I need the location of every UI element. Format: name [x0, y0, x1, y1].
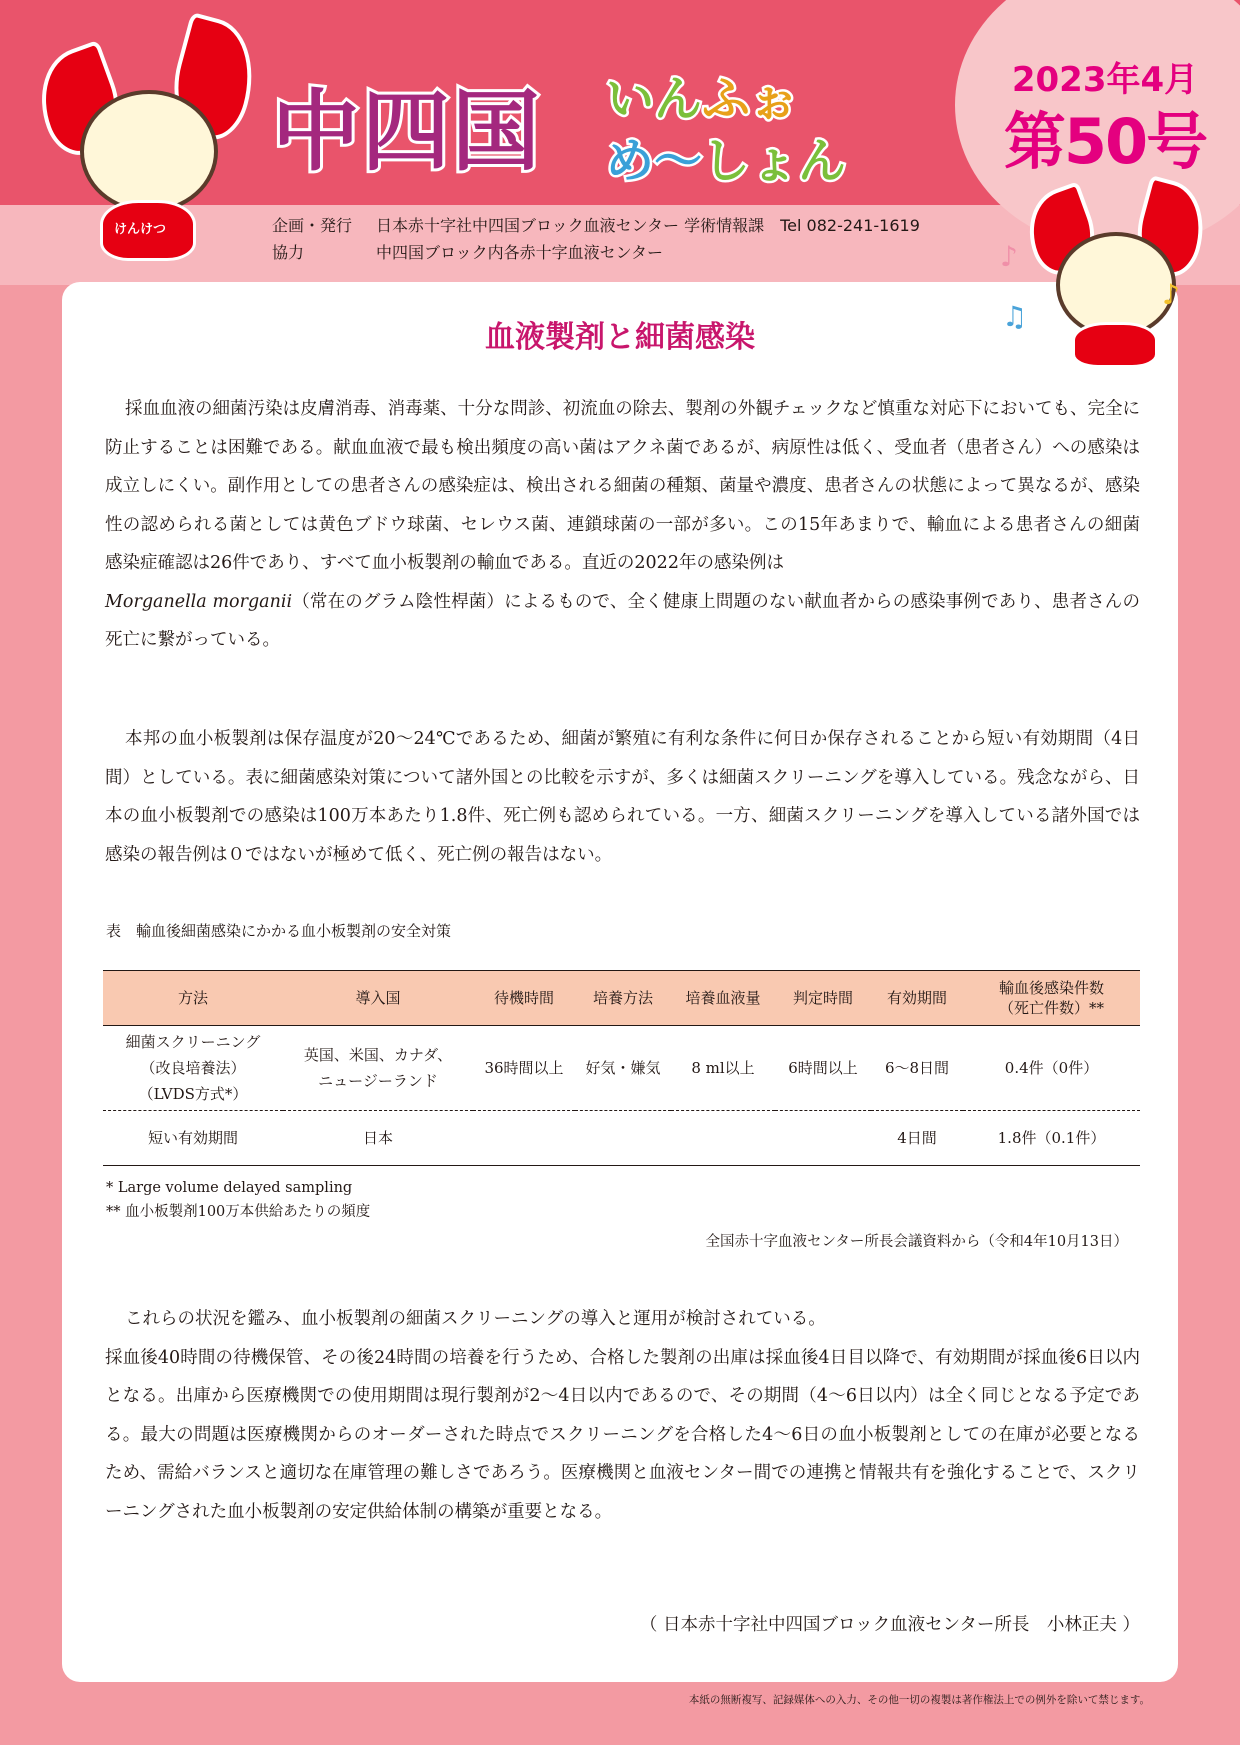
table-cell: [575, 1111, 671, 1166]
table-cell: [473, 1111, 575, 1166]
table-cell: 6〜8日間: [871, 1026, 963, 1111]
copyright-notice: 本紙の無断複写、記録媒体への入力、その他一切の複製は著作権法上での例外を除いて禁じます。: [688, 1694, 1150, 1706]
col-header: 導入国: [283, 971, 473, 1026]
species-name: Morganella morganii: [105, 591, 293, 612]
col-header: 方法: [103, 971, 283, 1026]
table-cell: 4日間: [871, 1111, 963, 1166]
issue-number: 第50号: [1003, 105, 1207, 178]
article-title: 血液製剤と細菌感染: [485, 320, 755, 355]
music-note-icon: ♪: [1000, 240, 1018, 273]
table-cell: 短い有効期間: [103, 1111, 283, 1166]
table-source: 全国赤十字血液センター所長会議資料から（令和4年10月13日）: [705, 1234, 1128, 1250]
table-cell: 英国、米国、カナダ、 ニュージーランド: [283, 1026, 473, 1111]
table-caption: 表 輸血後細菌感染にかかる血小板製剤の安全対策: [106, 922, 452, 940]
table-cell: 好気・嫌気: [575, 1026, 671, 1111]
table-footnote: ** 血小板製剤100万本供給あたりの頻度: [106, 1204, 371, 1220]
paragraph-2: 本邦の血小板製剤は保存温度が20〜24℃であるため、細菌が繁殖に有利な条件に何日か保存されることから短い有効期間（4日間）としている。表に細菌感染対策について諸外国との比較を示すが、多くは細菌スクリーニングを導入している。残念ながら、日本の血小板製剤での感染は100万本あたり1.8件、死亡例も認められている。一方、細菌スクリーニングを導入している諸外国では感染の報告例は０ではないが極めて低く、死亡例の報告はない。: [105, 729, 1140, 865]
table-footnote: * Large volume delayed sampling: [106, 1180, 353, 1196]
author-signature: （ 日本赤十字社中四国ブロック血液センター所長 小林正夫 ）: [639, 1615, 1140, 1635]
table-cell: 細菌スクリーニング （改良培養法） （LVDS方式*）: [103, 1026, 283, 1111]
publisher-info: [272, 212, 920, 266]
col-header: 培養方法: [575, 971, 671, 1026]
table-cell: 0.4件（0件）: [963, 1026, 1140, 1111]
table-cell: 6時間以上: [775, 1026, 871, 1111]
music-note-icon: ♪: [1162, 278, 1180, 311]
col-header: 輸血後感染件数 （死亡件数）**: [963, 971, 1140, 1026]
mascot-logo: [30, 20, 250, 260]
table-cell: [671, 1111, 775, 1166]
table-row: [103, 1026, 1140, 1111]
publisher-label: 企画・発行: [272, 216, 353, 235]
table-cell: 日本: [283, 1111, 473, 1166]
table-cell: 36時間以上: [473, 1026, 575, 1111]
publisher-value: 日本赤十字社中四国ブロック血液センター 学術情報課 Tel 082-241-1619: [376, 216, 920, 235]
newsletter-title: 中四国: [272, 80, 543, 183]
newsletter-subtitle: いんふぉ め〜しょん: [606, 71, 847, 189]
col-header: 判定時間: [775, 971, 871, 1026]
table-cell: 1.8件（0.1件）: [963, 1111, 1140, 1166]
col-header: 待機時間: [473, 971, 575, 1026]
safety-table: [103, 970, 1140, 1166]
table-row: [103, 1111, 1140, 1166]
paragraph-3: これらの状況を鑑み、血小板製剤の細菌スクリーニングの導入と運用が検討されている。 採血後40時間の待機保管、その後24時間の培養を行うため、合格した製剤の出庫は採血後4日目以降で、有効期間が採血後6日以内となる。出庫から医療機関での使用期間は現行製剤が2〜4日以内であるので、その期間（4〜6日以内）は全く同じとなる予定である。最大の問題は医療機関からのオーダーされた時点でスクリーニングを合格した4〜6日の血小板製剤としての在庫が必要となるため、需給バランスと適切な在庫管理の難しさであろう。医療機関と血液センター間での連携と情報共有を強化することで、スクリーニングされた血小板製剤の安定供給体制の構築が重要となる。: [105, 1309, 1140, 1522]
cooperation-value: 中四国ブロック内各赤十字血液センター: [376, 243, 664, 262]
col-header: 培養血液量: [671, 971, 775, 1026]
col-header: 有効期間: [871, 971, 963, 1026]
paragraph-1: 採血血液の細菌汚染は皮膚消毒、消毒薬、十分な問診、初流血の除去、製剤の外観チェックなど慎重な対応下においても、完全に防止することは困難である。献血血液で最も検出頻度の高い菌はアクネ菌であるが、病原性は低く、受血者（患者さん）への感染は成立しにくい。副作用としての患者さんの感染症は、検出される細菌の種類、菌量や濃度、患者さんの状態によって異なるが、感染性の認められる菌としては黄色ブドウ球菌、セレウス菌、連鎖球菌の一部が多い。この15年あまりで、輸血による患者さんの細菌感染症確認は26件であり、すべて血小板製剤の輸血である。直近の2022年の感染例は Morganella morganii（常在のグラム陰性桿菌）によるもので、全く健康上問題のない献血者からの感染事例であり、患者さんの死亡に繋がっている。: [105, 399, 1140, 650]
table-cell: [775, 1111, 871, 1166]
cooperation-label: 協力: [272, 243, 305, 262]
music-note-icon: ♫: [1002, 300, 1028, 333]
table-cell: 8 ml以上: [671, 1026, 775, 1111]
issue-date: 2023年4月: [1011, 60, 1199, 100]
table-header-row: [103, 971, 1140, 1026]
mascot-badge: けんけつ: [114, 222, 167, 237]
